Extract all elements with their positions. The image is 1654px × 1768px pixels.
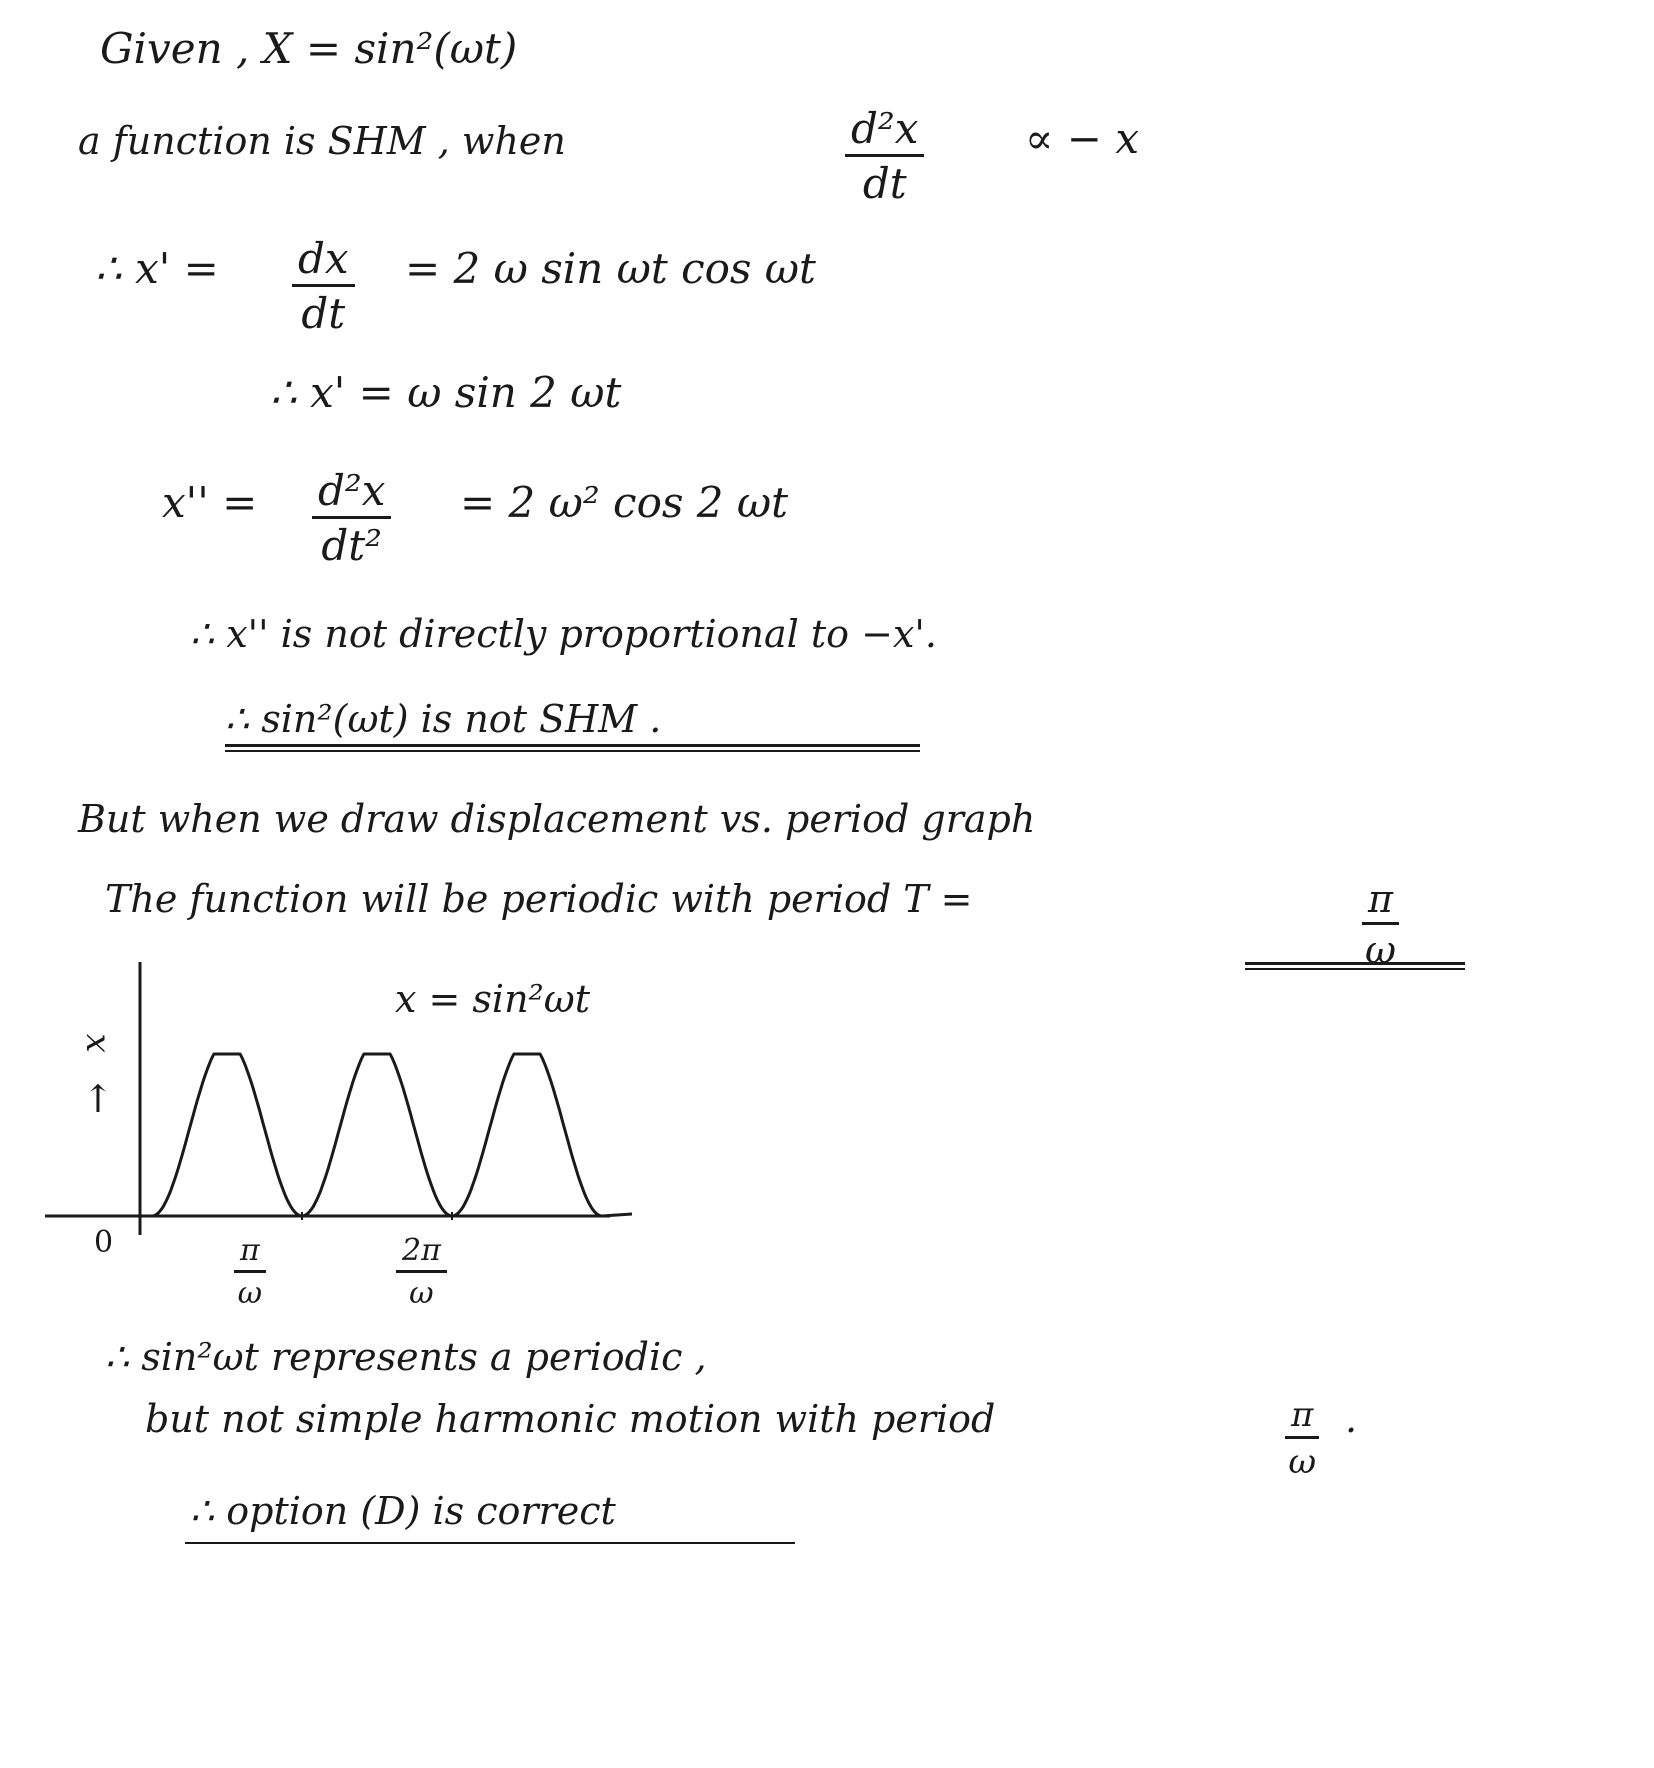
tick-label-2pi-over-omega (396, 1233, 447, 1311)
fraction-denominator: dt (862, 159, 907, 208)
shm-condition-text: a function is SHM , when (78, 119, 566, 163)
step1-lhs: ∴ x' = (95, 244, 219, 293)
fraction-denominator: ω (409, 1276, 434, 1311)
step3-lhs: x'' = (162, 478, 258, 527)
step2-line: ∴ x' = ω sin 2 ωt (270, 368, 622, 417)
origin-label: 0 (94, 1225, 114, 1260)
fraction-denominator: ω (237, 1276, 263, 1311)
step3-rhs: = 2 ω² cos 2 ωt (460, 478, 788, 527)
paragraph-line-1: But when we draw displacement vs. period graph (78, 797, 1036, 841)
step1-rhs: = 2 ω sin ωt cos ωt (405, 244, 816, 293)
graph-title: x = sin²ωt (395, 977, 591, 1021)
paragraph-line-2: The function will be periodic with period T = (105, 877, 973, 921)
step5-line: ∴ sin²(ωt) is not SHM . (225, 697, 662, 741)
fraction-denominator: dt² (321, 521, 383, 570)
conclusion-line-1: ∴ sin²ωt represents a periodic , (105, 1335, 707, 1379)
fraction-numerator: π (1362, 880, 1399, 925)
fraction-denominator: ω (1364, 928, 1396, 972)
fraction-denominator: ω (1288, 1442, 1317, 1482)
given-line: Given , X = sin²(ωt) (100, 24, 518, 73)
step4-line: ∴ x'' is not directly proportional to −x'. (190, 612, 937, 656)
tick-label-pi-over-omega (234, 1233, 266, 1311)
fraction-numerator: d²x (312, 470, 391, 519)
fraction-numerator: π (234, 1236, 266, 1273)
fraction-denominator: dt (301, 289, 346, 338)
up-arrow-icon: ↑ (82, 1077, 114, 1121)
fraction-numerator: π (1285, 1398, 1319, 1439)
fraction-numerator: 2π (396, 1236, 447, 1273)
sine-squared-curve (152, 1054, 632, 1216)
fraction-numerator: dx (292, 238, 355, 287)
shm-condition-proportional: ∝ − x (1025, 114, 1140, 163)
fraction-numerator: d²x (845, 108, 924, 157)
conclusion-period-dot: . (1345, 1397, 1358, 1441)
y-axis-label: x (73, 1033, 114, 1053)
conclusion-period-fraction (1285, 1395, 1319, 1482)
conclusion-line-2: but not simple harmonic motion with period (145, 1397, 996, 1441)
final-underline (185, 1542, 795, 1544)
final-answer: ∴ option (D) is correct (190, 1489, 616, 1533)
